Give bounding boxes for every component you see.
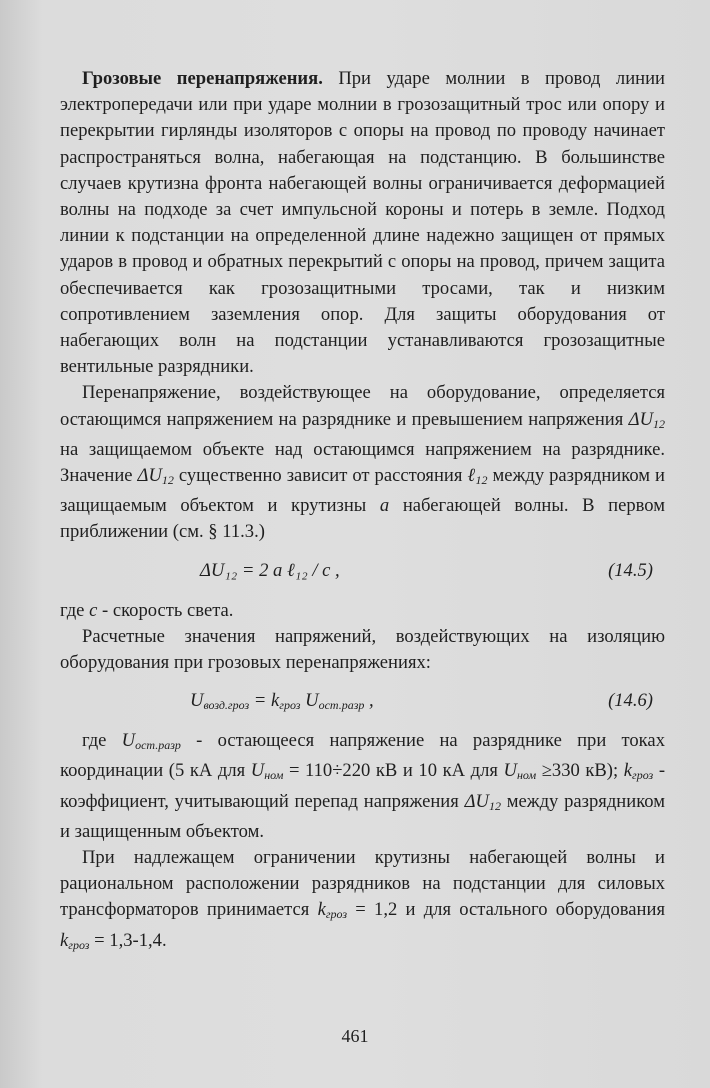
- paragraph-overvoltage-definition: [60, 380, 665, 545]
- subscript: 12: [488, 798, 501, 813]
- variable: ΔU: [137, 465, 162, 487]
- paragraph-where-c: [60, 598, 665, 624]
- variable: U: [300, 690, 319, 712]
- formula-number: (14.6): [608, 690, 653, 712]
- variable: a: [379, 495, 390, 517]
- variable: U: [503, 760, 517, 782]
- subscript: гроз: [325, 907, 348, 922]
- text-run: существенно зависит от расстояния: [173, 465, 468, 487]
- subscript: ном: [264, 768, 284, 783]
- formula-14-6: [60, 676, 665, 728]
- text-run: Расчетные значения напряжений, воздействующих на изоляцию оборудования при грозовых перенапряжениях:: [60, 625, 665, 674]
- text-run: = 110÷220 кВ и 10 кА для: [283, 760, 504, 782]
- text-run: между разрядником и защищаемым объектом и крутизны: [60, 465, 665, 517]
- variable: U: [121, 730, 136, 752]
- subscript: ост.разр: [318, 698, 365, 713]
- subscript: ном: [516, 768, 537, 783]
- paragraph-coefficients: [60, 845, 665, 958]
- text-run: ,: [364, 690, 374, 712]
- formula-expression: [190, 688, 374, 718]
- paragraph-lightning-overvoltage: [60, 66, 665, 380]
- formula-14-5: [60, 546, 665, 598]
- page-number: 461: [341, 1026, 369, 1046]
- text-run: - скорость света.: [97, 599, 234, 621]
- text-run: ≥330 кВ);: [536, 760, 624, 782]
- paragraph-lead-heading: Грозовые перенапряжения.: [82, 68, 323, 89]
- text-run: = 1,2 и для остального оборудования: [347, 899, 665, 921]
- text-run: При надлежащем ограничении крутизны набегающей волны и рациональном расположении разрядников на подстанции для силовых трансформаторов принимается: [60, 847, 665, 921]
- subscript: 12: [653, 416, 665, 431]
- variable: ΔU: [464, 790, 489, 812]
- text-run: =: [249, 690, 271, 712]
- variable: k: [60, 929, 69, 951]
- subscript: 12: [161, 473, 174, 488]
- text-run: где: [82, 730, 122, 752]
- variable: k: [623, 760, 633, 782]
- variable: c: [89, 599, 98, 621]
- subscript: 12: [475, 473, 488, 488]
- variable: k: [317, 899, 326, 921]
- text-run: Перенапряжение, воздействующее на оборудование, определяется остающимся напряжением на разряднике и превышением напряжения: [60, 382, 665, 430]
- text-run: на защищаемом объекте над остающимся напряжением на разряднике. Значение: [60, 438, 665, 487]
- text-run: = 1,3-1,4.: [89, 929, 167, 951]
- paragraph-design-voltages: [60, 624, 665, 676]
- page-content: [60, 66, 665, 958]
- text-run: между разрядником и защищенным объектом.: [60, 790, 666, 842]
- paragraph-where-uost: [60, 728, 665, 845]
- text-run: - остающееся напряжение на разряднике при токах координации (5 кА для: [60, 730, 665, 782]
- paragraph-text: При ударе молнии в провод линии электропередачи или при ударе молнии в грозозащитный трос или опору и перекрытии гирлянды изоляторов с опоры на провод по проводу начинает распространяться волна, набегающая на подстанцию. В большинстве случаев крутизна фронта набегающей волны ограничивается деформацией волны на подходе за счет импульсной короны и потерь в земле. Подход линии к подстанции на определенной длине надежно защищен от прямых ударов в провод и обратных перекрытий с опоры на провод, причем защита обеспечивается как грозозащитными тросами, так и низким сопротивлением заземления опор. Для защиты оборудования от набегающих волн на подстанции устанавливаются грозозащитные вентильные разрядники.: [60, 68, 665, 378]
- formula-number: (14.5): [608, 559, 653, 581]
- subscript: возд.гроз: [203, 698, 250, 713]
- variable: k: [271, 690, 280, 712]
- text-run: набегающей волны. В первом приближении (см. § 11.3.): [60, 495, 665, 543]
- variable: U: [250, 760, 265, 782]
- variable: ΔU: [628, 408, 653, 430]
- text-run: где: [60, 599, 90, 621]
- text-run: - коэффициент, учитывающий перепад напряжения: [60, 760, 666, 812]
- subscript: гроз: [68, 937, 90, 952]
- variable: ℓ: [467, 465, 476, 487]
- formula-expression: ΔU₁₂ = 2 a ℓ₁₂ / c ,: [200, 559, 340, 581]
- variable: U: [190, 690, 204, 712]
- subscript: гроз: [632, 768, 654, 783]
- subscript: гроз: [279, 698, 301, 713]
- subscript: ост.разр: [135, 738, 181, 753]
